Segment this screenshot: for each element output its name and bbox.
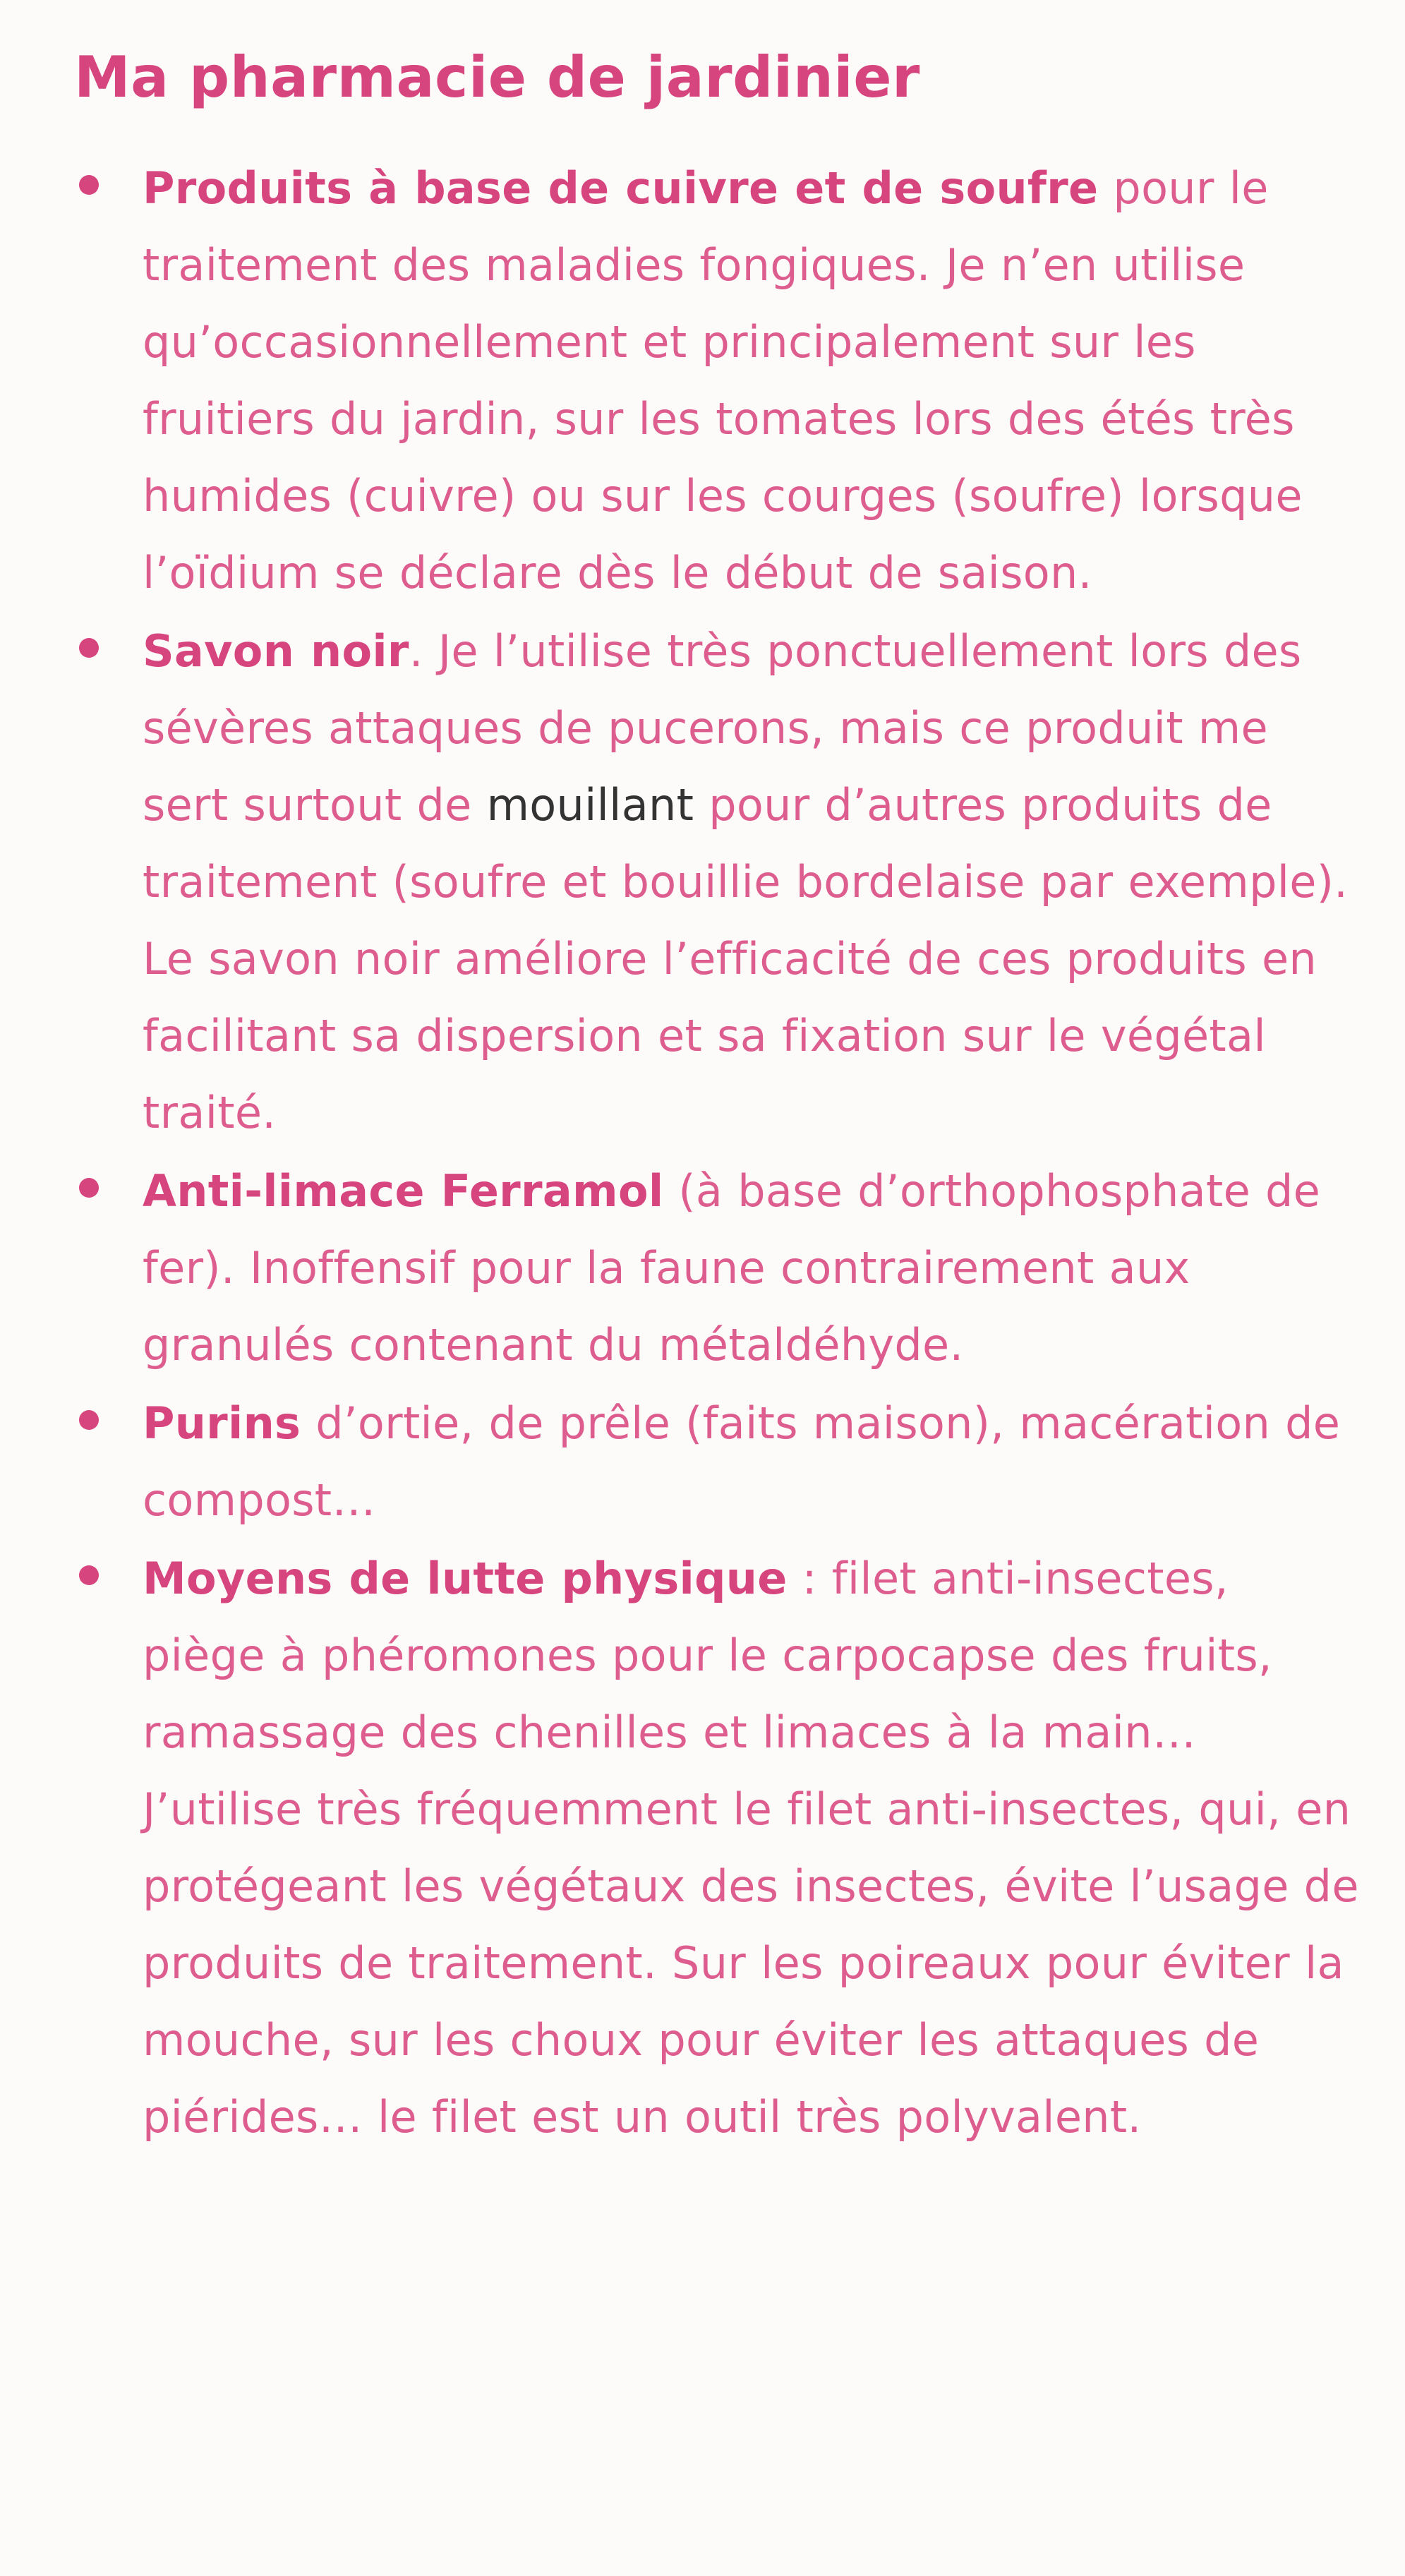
- list-item-anti-slug: [74, 1152, 1363, 1383]
- item-heading: Moyens de lutte physique: [143, 1553, 788, 1604]
- item-text: (à base d’orthophosphate de fer). Inoffensif pour la faune contrairement aux granulés contenant du métaldéhyde.: [143, 1165, 1321, 1371]
- item-text: . Je l’utilise très ponctuellement lors des sévères attaques de pucerons, mais ce produit me sert surtout de: [143, 625, 1302, 831]
- item-heading: Savon noir: [143, 625, 409, 677]
- list-item-purins: [74, 1385, 1363, 1539]
- item-term-mouillant: mouillant: [486, 779, 694, 831]
- list-item-black-soap: [74, 613, 1363, 1151]
- page-title: Ma pharmacie de jardinier: [74, 44, 920, 110]
- list-item-physical-control: [74, 1540, 1363, 2155]
- bullet-icon: [79, 175, 99, 195]
- item-heading: Produits à base de cuivre et de soufre: [143, 162, 1099, 214]
- bullet-icon: [79, 1178, 99, 1198]
- list-item-copper-sulfur: [74, 150, 1363, 611]
- item-text: : filet anti-insectes, piège à phéromones pour le carpocapse des fruits, ramassage des chenilles et limaces à la main… J’utilise très fréquemment le filet anti-insectes, qui, en protégeant les végétaux des insectes, évite l’usage de produits de traitement. Sur les poireaux pour éviter la mouche, sur les choux pour éviter les attaques de piérides… le filet est un outil très polyvalent.: [143, 1553, 1359, 2143]
- item-text: pour le traitement des maladies fongiques. Je n’en utilise qu’occasionnellement et principalement sur les fruitiers du jardin, sur les tomates lors des étés très humides (cuivre) ou sur les courges (soufre) lorsque l’oïdium se déclare dès le début de saison.: [143, 162, 1303, 598]
- item-heading: Anti-limace Ferramol: [143, 1165, 664, 1217]
- item-heading: Purins: [143, 1397, 301, 1449]
- bullet-icon: [79, 1410, 99, 1430]
- item-text: pour d’autres produits de traitement (soufre et bouillie bordelaise par exemple). Le savon noir améliore l’efficacité de ces produits en facilitant sa dispersion et sa fixation sur le végétal traité.: [143, 779, 1349, 1138]
- item-text: d’ortie, de prêle (faits maison), macération de compost…: [143, 1397, 1341, 1526]
- pharmacy-list: [74, 150, 1363, 2155]
- bullet-icon: [79, 638, 99, 658]
- bullet-icon: [79, 1565, 99, 1585]
